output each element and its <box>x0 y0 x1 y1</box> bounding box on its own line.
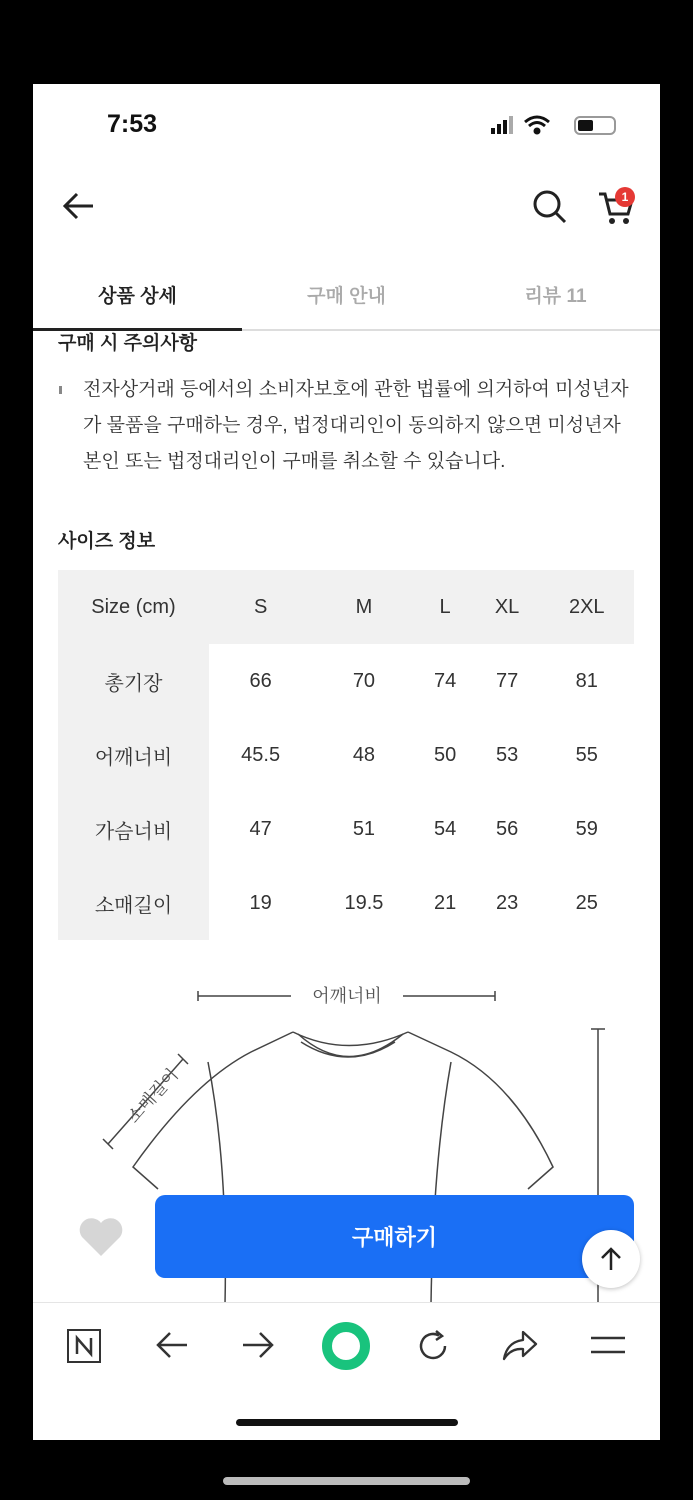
sleeve-label: 소매길이 <box>123 1065 182 1127</box>
tab-purchase-guide[interactable]: 구매 안내 <box>307 286 386 307</box>
screen <box>33 84 660 1440</box>
cell: 66 <box>249 669 272 692</box>
cell: 56 <box>495 817 519 840</box>
tab-product-detail[interactable]: 상품 상세 <box>98 286 177 307</box>
refresh-icon[interactable] <box>415 1328 451 1364</box>
cell: 21 <box>433 891 457 914</box>
buy-button[interactable]: 구매하기 <box>155 1195 634 1278</box>
header-cell: L <box>416 570 475 644</box>
tab-bar <box>33 259 660 331</box>
naver-icon[interactable] <box>67 1329 101 1363</box>
cell: 81 <box>575 669 598 692</box>
battery-icon <box>575 117 615 134</box>
notice-title: 구매 시 주의사항 <box>58 333 198 354</box>
cell: 55 <box>575 743 598 766</box>
tab-reviews[interactable]: 리뷰 11 <box>524 286 587 307</box>
cell: 45.5 <box>241 743 281 766</box>
cart-badge: 1 <box>615 187 635 207</box>
forward-icon[interactable] <box>241 1330 275 1360</box>
cell: 59 <box>575 817 598 840</box>
cell: 53 <box>495 743 519 766</box>
row-header: 소매길이 <box>58 866 209 940</box>
status-time: 7:53 <box>107 110 158 138</box>
size-table <box>58 570 634 940</box>
size-info-title: 사이즈 정보 <box>58 531 156 552</box>
table-header-row <box>58 570 634 644</box>
header-cell: XL <box>475 570 540 644</box>
back-icon[interactable] <box>155 1330 189 1360</box>
menu-icon[interactable] <box>589 1333 627 1357</box>
cell: 19 <box>249 891 272 914</box>
cell: 19.5 <box>344 891 384 914</box>
wifi-icon <box>525 117 549 133</box>
row-header: 가슴너비 <box>58 792 209 866</box>
table-row <box>58 866 634 940</box>
notice-text: 전자상거래 등에서의 소비자보호에 관한 법률에 의거하여 미성년자가 물품을 구매하는 경우, 법정대리인이 동의하지 않으면 미성년자 본인 또는 법정대리인이 구매를 취소할 수 있습니다. <box>83 379 629 472</box>
table-row <box>58 644 634 718</box>
back-arrow-icon[interactable] <box>61 190 97 222</box>
status-icons <box>491 114 621 138</box>
cell: 25 <box>575 891 598 914</box>
home-indicator <box>236 1419 458 1426</box>
cell: 51 <box>352 817 376 840</box>
shoulder-label: 어깨너비 <box>312 986 382 1006</box>
outer-home-indicator <box>223 1477 470 1485</box>
cell: 74 <box>433 669 457 692</box>
row-header: 어깨너비 <box>58 718 209 792</box>
header-cell: Size (cm) <box>58 570 209 644</box>
header-cell: M <box>312 570 415 644</box>
table-row <box>58 792 634 866</box>
header-cell: S <box>209 570 312 644</box>
heart-icon[interactable] <box>78 1216 124 1258</box>
cell: 54 <box>433 817 457 840</box>
browser-toolbar <box>33 1302 660 1392</box>
share-icon[interactable] <box>501 1328 539 1364</box>
cell: 77 <box>495 669 519 692</box>
cell: 70 <box>352 669 376 692</box>
scroll-to-top-button[interactable] <box>582 1230 640 1288</box>
bullet <box>59 386 62 394</box>
green-home-icon[interactable] <box>321 1321 371 1371</box>
arrow-up-icon <box>599 1246 623 1272</box>
search-icon[interactable] <box>531 188 569 226</box>
cell: 48 <box>352 743 376 766</box>
cell: 50 <box>433 743 457 766</box>
row-header: 총기장 <box>58 644 209 718</box>
header-cell: 2XL <box>540 570 634 644</box>
cell: 23 <box>495 891 519 914</box>
signal-icon <box>491 116 513 134</box>
table-row <box>58 718 634 792</box>
cell: 47 <box>249 817 272 840</box>
